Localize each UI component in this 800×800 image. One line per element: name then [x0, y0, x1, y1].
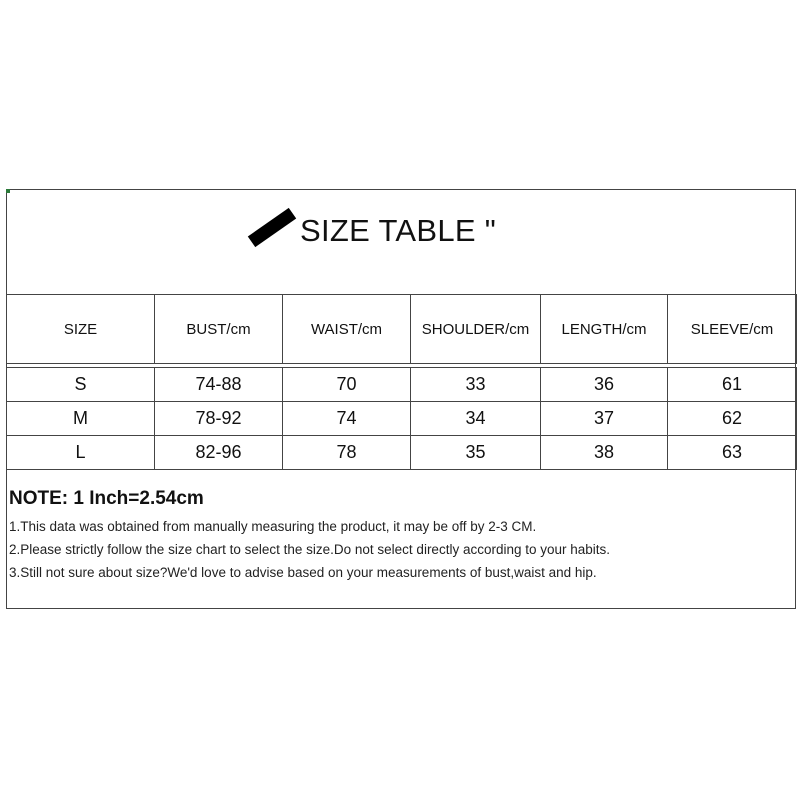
cell-waist: 70	[283, 368, 411, 402]
header-shoulder: SHOULDER/cm	[411, 295, 541, 364]
note-line-2: 2.Please strictly follow the size chart to select the size.Do not select directly according to your habits.	[9, 542, 611, 557]
cell-bust: 78-92	[155, 402, 283, 436]
header-waist: WAIST/cm	[283, 295, 411, 364]
cell-waist: 74	[283, 402, 411, 436]
cell-bust: 82-96	[155, 436, 283, 470]
header-sleeve: SLEEVE/cm	[668, 295, 797, 364]
size-table	[6, 294, 797, 470]
cell-length: 36	[541, 368, 668, 402]
cell-shoulder: 34	[411, 402, 541, 436]
cell-sleeve: 61	[668, 368, 797, 402]
cell-shoulder: 35	[411, 436, 541, 470]
cell-waist: 78	[283, 436, 411, 470]
cell-length: 38	[541, 436, 668, 470]
cell-size: L	[7, 436, 155, 470]
table-row	[7, 402, 797, 436]
cell-size: S	[7, 368, 155, 402]
table-row	[7, 368, 797, 402]
notes-section	[9, 488, 789, 588]
cell-size: M	[7, 402, 155, 436]
page-title: SIZE TABLE "	[300, 213, 497, 248]
table-row	[7, 436, 797, 470]
cell-sleeve: 63	[668, 436, 797, 470]
cell-shoulder: 33	[411, 368, 541, 402]
cell-length: 37	[541, 402, 668, 436]
table-header-row	[7, 295, 797, 364]
cell-sleeve: 62	[668, 402, 797, 436]
corner-mark	[6, 189, 10, 193]
header-length: LENGTH/cm	[541, 295, 668, 364]
header-bust: BUST/cm	[155, 295, 283, 364]
note-line-1: 1.This data was obtained from manually measuring the product, it may be off by 2-3 CM.	[9, 519, 537, 534]
note-title: NOTE: 1 Inch=2.54cm	[9, 488, 204, 509]
header-size: SIZE	[7, 295, 155, 364]
cell-bust: 74-88	[155, 368, 283, 402]
note-line-3: 3.Still not sure about size?We'd love to advise based on your measurements of bust,waist and hip.	[9, 565, 597, 580]
